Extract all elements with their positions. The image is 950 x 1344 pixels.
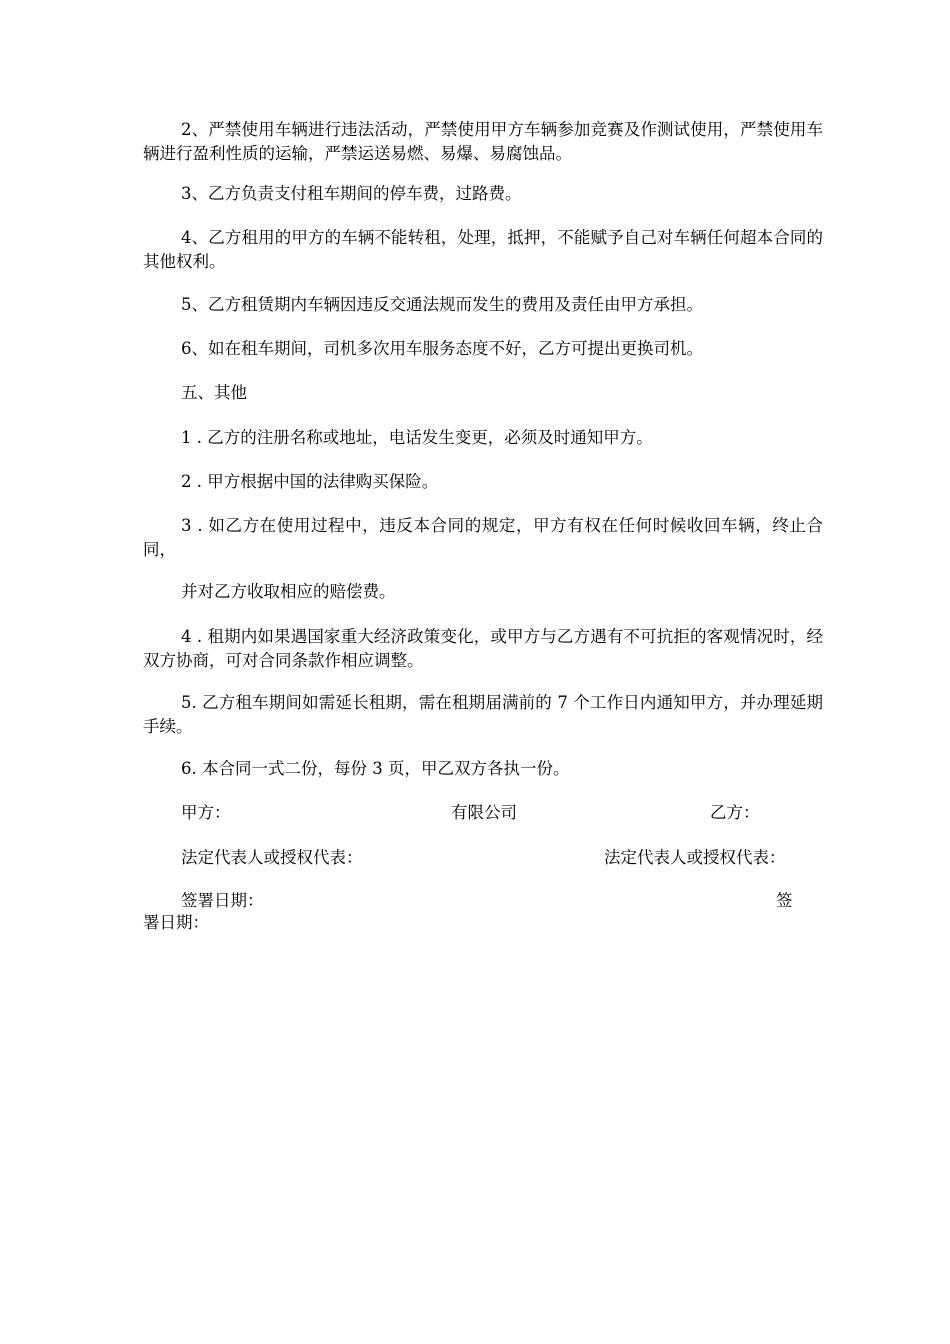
clause-5-6: 6. 本合同一式二份，每份 3 页，甲乙双方各执一份。 [181,759,570,778]
party-b-sign-date-part1: 签 [776,891,793,910]
clause-4-2: 2、严禁使用车辆进行违法活动，严禁使用甲方车辆参加竞赛及作测试使用，严禁使用车辆进行盈利性质的运输，严禁运送易燃、易爆、易腐蚀品。 [143,120,823,163]
party-a-representative: 法定代表人或授权代表： [181,848,363,867]
party-a-label: 甲方： [181,803,231,822]
party-b-sign-date-part2: 署日期： [143,913,209,932]
party-b-label: 乙方： [710,803,760,822]
clause-5-3-continued: 并对乙方收取相应的赔偿费。 [181,582,396,601]
clause-4-6: 6、如在租车期间，司机多次用车服务态度不好，乙方可提出更换司机。 [181,339,703,358]
party-a-company: 有限公司 [451,803,517,822]
party-b-representative: 法定代表人或授权代表： [604,848,786,867]
clause-5-2: 2 . 甲方根据中国的法律购买保险。 [181,472,439,491]
clause-5-1: 1 . 乙方的注册名称或地址，电话发生变更，必须及时通知甲方。 [181,428,653,447]
clause-4-5: 5、乙方租赁期内车辆因违反交通法规而发生的费用及责任由甲方承担。 [181,295,703,314]
clause-5-5: 5. 乙方租车期间如需延长租期，需在租期届满前的 7 个工作日内通知甲方，并办理延期手续。 [143,693,823,736]
party-a-sign-date: 签署日期： [181,891,264,910]
clause-5-4: 4 . 租期内如果遇国家重大经济政策变化，或甲方与乙方遇有不可抗拒的客观情况时，经双方协商，可对合同条款作相应调整。 [143,627,823,670]
section-5-heading: 五、其他 [181,383,247,402]
clause-4-3: 3、乙方负责支付租车期间的停车费，过路费。 [181,184,522,203]
clause-4-4: 4、乙方租用的甲方的车辆不能转租，处理，抵押，不能赋予自己对车辆任何超本合同的其他权利。 [143,228,823,271]
clause-5-3: 3 . 如乙方在使用过程中，违反本合同的规定，甲方有权在任何时候收回车辆，终止合同， [143,516,823,559]
